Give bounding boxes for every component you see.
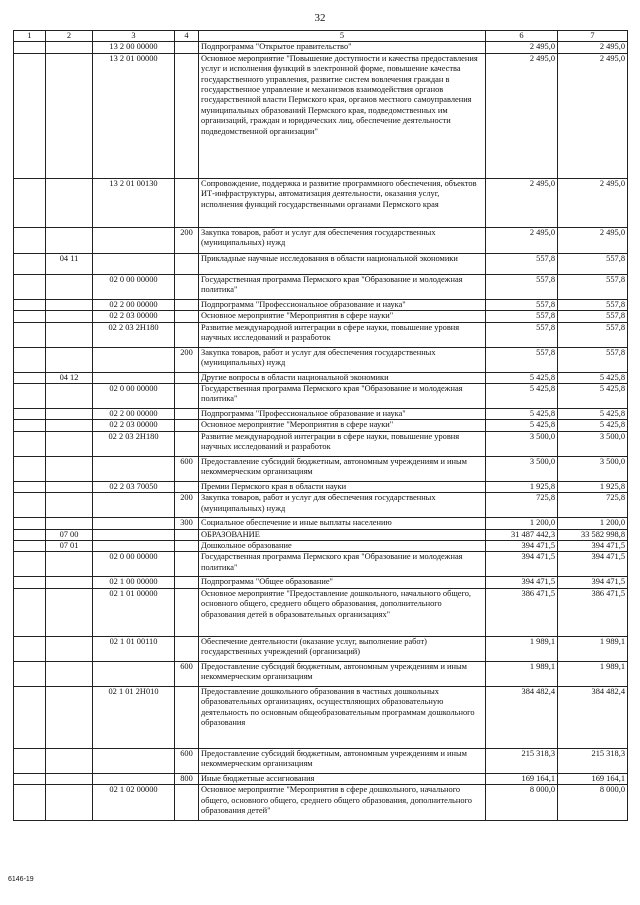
amount-2021-cell: 33 582 998,8 <box>558 529 628 540</box>
expense-type-cell: 200 <box>175 227 199 253</box>
subsection-cell <box>46 227 93 253</box>
subsection-cell <box>46 686 93 748</box>
target-article-cell: 02 2 03 70050 <box>93 481 175 492</box>
target-article-cell: 02 0 00 00000 <box>93 384 175 409</box>
expense-type-cell <box>175 481 199 492</box>
description-cell: Обеспечение деятельности (оказание услуг, выполнение работ) государственных учреждений (организаций) <box>199 636 486 661</box>
amount-2021-cell: 5 425,8 <box>558 420 628 431</box>
section-cell <box>14 636 46 661</box>
subsection-cell: 04 11 <box>46 253 93 274</box>
subsection-cell <box>46 785 93 821</box>
description-cell: Предоставление субсидий бюджетным, автономным учреждениям и иным некоммерческим организациям <box>199 456 486 481</box>
target-article-cell: 02 0 00 00000 <box>93 552 175 577</box>
amount-2021-cell: 1 200,0 <box>558 518 628 529</box>
table-row <box>14 785 628 821</box>
amount-2020-cell: 1 925,8 <box>486 481 558 492</box>
table-row <box>14 773 628 784</box>
table-row <box>14 518 628 529</box>
amount-2020-cell: 2 495,0 <box>486 53 558 178</box>
section-cell <box>14 227 46 253</box>
header-cell: 1 <box>14 31 46 42</box>
amount-2020-cell: 384 482,4 <box>486 686 558 748</box>
section-cell <box>14 384 46 409</box>
description-cell: Основное мероприятие "Мероприятия в сфере науки" <box>199 311 486 322</box>
amount-2020-cell: 386 471,5 <box>486 588 558 636</box>
target-article-cell <box>93 541 175 552</box>
section-cell <box>14 347 46 372</box>
amount-2020-cell: 5 425,8 <box>486 372 558 383</box>
amount-2021-cell: 557,8 <box>558 347 628 372</box>
description-cell: Прикладные научные исследования в области национальной экономики <box>199 253 486 274</box>
subsection-cell <box>46 384 93 409</box>
expense-type-cell <box>175 274 199 299</box>
target-article-cell: 02 0 00 00000 <box>93 274 175 299</box>
section-cell <box>14 541 46 552</box>
page-number: 32 <box>314 12 326 24</box>
table-row <box>14 636 628 661</box>
amount-2021-cell: 2 495,0 <box>558 227 628 253</box>
section-cell <box>14 299 46 310</box>
amount-2021-cell: 8 000,0 <box>558 785 628 821</box>
table-row <box>14 53 628 178</box>
target-article-cell <box>93 347 175 372</box>
expense-type-cell <box>175 636 199 661</box>
table-row <box>14 456 628 481</box>
table-header-row <box>14 31 628 42</box>
subsection-cell <box>46 42 93 53</box>
header-cell: 6 <box>486 31 558 42</box>
expense-type-cell: 600 <box>175 456 199 481</box>
expense-type-cell: 200 <box>175 493 199 518</box>
table-row <box>14 481 628 492</box>
expense-type-cell <box>175 529 199 540</box>
table-row <box>14 748 628 773</box>
description-cell: Развитие международной интеграции в сфере науки, повышение уровня научных исследований и разработок <box>199 431 486 456</box>
amount-2020-cell: 8 000,0 <box>486 785 558 821</box>
section-cell <box>14 372 46 383</box>
table-row <box>14 529 628 540</box>
description-cell: Развитие международной интеграции в сфере науки, повышение уровня научных исследований и разработок <box>199 322 486 347</box>
table-row <box>14 431 628 456</box>
amount-2021-cell: 557,8 <box>558 274 628 299</box>
target-article-cell: 13 2 00 00000 <box>93 42 175 53</box>
section-cell <box>14 785 46 821</box>
table-row <box>14 227 628 253</box>
expense-type-cell <box>175 577 199 588</box>
subsection-cell <box>46 518 93 529</box>
table-row <box>14 409 628 420</box>
amount-2021-cell: 2 495,0 <box>558 53 628 178</box>
target-article-cell: 02 1 00 00000 <box>93 577 175 588</box>
amount-2021-cell: 394 471,5 <box>558 552 628 577</box>
section-cell <box>14 577 46 588</box>
target-article-cell: 02 2 03 00000 <box>93 311 175 322</box>
amount-2021-cell: 1 989,1 <box>558 636 628 661</box>
expense-type-cell <box>175 785 199 821</box>
table-row <box>14 253 628 274</box>
target-article-cell <box>93 456 175 481</box>
target-article-cell: 02 2 03 2Н180 <box>93 431 175 456</box>
amount-2021-cell: 5 425,8 <box>558 372 628 383</box>
table-row <box>14 299 628 310</box>
expense-type-cell <box>175 541 199 552</box>
target-article-cell: 02 2 03 00000 <box>93 420 175 431</box>
amount-2020-cell: 394 471,5 <box>486 552 558 577</box>
table-row <box>14 178 628 227</box>
budget-table <box>13 30 628 821</box>
target-article-cell <box>93 661 175 686</box>
description-cell: Подпрограмма "Общее образование" <box>199 577 486 588</box>
subsection-cell: 07 00 <box>46 529 93 540</box>
description-cell: Подпрограмма "Открытое правительство" <box>199 42 486 53</box>
amount-2020-cell: 5 425,8 <box>486 409 558 420</box>
subsection-cell: 07 01 <box>46 541 93 552</box>
target-article-cell: 02 2 00 00000 <box>93 299 175 310</box>
expense-type-cell <box>175 53 199 178</box>
header-cell: 7 <box>558 31 628 42</box>
amount-2020-cell: 557,8 <box>486 253 558 274</box>
amount-2021-cell: 1 925,8 <box>558 481 628 492</box>
description-cell: Дошкольное образование <box>199 541 486 552</box>
amount-2020-cell: 2 495,0 <box>486 227 558 253</box>
subsection-cell <box>46 552 93 577</box>
target-article-cell <box>93 227 175 253</box>
amount-2021-cell: 384 482,4 <box>558 686 628 748</box>
table-row <box>14 661 628 686</box>
table-row <box>14 384 628 409</box>
subsection-cell <box>46 347 93 372</box>
subsection-cell: 04 12 <box>46 372 93 383</box>
amount-2020-cell: 557,8 <box>486 299 558 310</box>
expense-type-cell <box>175 552 199 577</box>
section-cell <box>14 661 46 686</box>
target-article-cell: 13 2 01 00130 <box>93 178 175 227</box>
header-cell: 5 <box>199 31 486 42</box>
section-cell <box>14 686 46 748</box>
description-cell: Государственная программа Пермского края "Образование и молодежная политика" <box>199 384 486 409</box>
subsection-cell <box>46 493 93 518</box>
subsection-cell <box>46 456 93 481</box>
amount-2020-cell: 5 425,8 <box>486 384 558 409</box>
amount-2021-cell: 2 495,0 <box>558 42 628 53</box>
table-row <box>14 372 628 383</box>
subsection-cell <box>46 588 93 636</box>
table-row <box>14 311 628 322</box>
target-article-cell <box>93 529 175 540</box>
amount-2020-cell: 394 471,5 <box>486 541 558 552</box>
subsection-cell <box>46 311 93 322</box>
expense-type-cell: 800 <box>175 773 199 784</box>
table-row <box>14 347 628 372</box>
amount-2021-cell: 5 425,8 <box>558 384 628 409</box>
subsection-cell <box>46 748 93 773</box>
amount-2021-cell: 557,8 <box>558 322 628 347</box>
target-article-cell: 02 2 03 2Н180 <box>93 322 175 347</box>
subsection-cell <box>46 178 93 227</box>
description-cell: Другие вопросы в области национальной экономики <box>199 372 486 383</box>
table-row <box>14 541 628 552</box>
amount-2021-cell: 394 471,5 <box>558 577 628 588</box>
subsection-cell <box>46 577 93 588</box>
header-cell: 4 <box>175 31 199 42</box>
description-cell: Закупка товаров, работ и услуг для обеспечения государственных (муниципальных) нужд <box>199 347 486 372</box>
table-row <box>14 577 628 588</box>
section-cell <box>14 773 46 784</box>
table-row <box>14 274 628 299</box>
table-row <box>14 322 628 347</box>
amount-2020-cell: 1 200,0 <box>486 518 558 529</box>
expense-type-cell: 600 <box>175 748 199 773</box>
header-cell: 3 <box>93 31 175 42</box>
expense-type-cell <box>175 588 199 636</box>
target-article-cell: 02 2 00 00000 <box>93 409 175 420</box>
amount-2020-cell: 557,8 <box>486 347 558 372</box>
expense-type-cell <box>175 409 199 420</box>
header-cell: 2 <box>46 31 93 42</box>
subsection-cell <box>46 274 93 299</box>
section-cell <box>14 322 46 347</box>
amount-2020-cell: 169 164,1 <box>486 773 558 784</box>
section-cell <box>14 53 46 178</box>
table-row <box>14 686 628 748</box>
section-cell <box>14 420 46 431</box>
expense-type-cell <box>175 372 199 383</box>
section-cell <box>14 253 46 274</box>
section-cell <box>14 456 46 481</box>
expense-type-cell <box>175 322 199 347</box>
target-article-cell: 02 1 01 00000 <box>93 588 175 636</box>
table-row <box>14 588 628 636</box>
expense-type-cell: 200 <box>175 347 199 372</box>
expense-type-cell <box>175 299 199 310</box>
description-cell: Предоставление дошкольного образования в частных дошкольных образовательных организациях, осуществляющих образовательную деятельность по основным общеобразовательным программам дошкольного образования <box>199 686 486 748</box>
amount-2020-cell: 557,8 <box>486 322 558 347</box>
amount-2020-cell: 394 471,5 <box>486 577 558 588</box>
amount-2020-cell: 2 495,0 <box>486 178 558 227</box>
section-cell <box>14 529 46 540</box>
description-cell: ОБРАЗОВАНИЕ <box>199 529 486 540</box>
table-row <box>14 420 628 431</box>
expense-type-cell <box>175 420 199 431</box>
target-article-cell: 02 1 02 00000 <box>93 785 175 821</box>
amount-2021-cell: 169 164,1 <box>558 773 628 784</box>
amount-2020-cell: 725,8 <box>486 493 558 518</box>
expense-type-cell <box>175 42 199 53</box>
description-cell: Подпрограмма "Профессиональное образование и наука" <box>199 299 486 310</box>
amount-2020-cell: 3 500,0 <box>486 431 558 456</box>
section-cell <box>14 748 46 773</box>
section-cell <box>14 588 46 636</box>
target-article-cell: 02 1 01 00110 <box>93 636 175 661</box>
description-cell: Социальное обеспечение и иные выплаты населению <box>199 518 486 529</box>
description-cell: Премии Пермского края в области науки <box>199 481 486 492</box>
amount-2020-cell: 1 989,1 <box>486 661 558 686</box>
subsection-cell <box>46 53 93 178</box>
amount-2020-cell: 215 318,3 <box>486 748 558 773</box>
amount-2021-cell: 215 318,3 <box>558 748 628 773</box>
amount-2021-cell: 2 495,0 <box>558 178 628 227</box>
section-cell <box>14 274 46 299</box>
description-cell: Иные бюджетные ассигнования <box>199 773 486 784</box>
description-cell: Закупка товаров, работ и услуг для обеспечения государственных (муниципальных) нужд <box>199 227 486 253</box>
amount-2021-cell: 3 500,0 <box>558 456 628 481</box>
target-article-cell <box>93 748 175 773</box>
description-cell: Основное мероприятие "Предоставление дошкольного, начального общего, основного общего, среднего общего образования, дополнительного образования детей в образовательных организациях" <box>199 588 486 636</box>
expense-type-cell: 600 <box>175 661 199 686</box>
description-cell: Предоставление субсидий бюджетным, автономным учреждениям и иным некоммерческим организациям <box>199 748 486 773</box>
expense-type-cell <box>175 311 199 322</box>
section-cell <box>14 518 46 529</box>
amount-2021-cell: 394 471,5 <box>558 541 628 552</box>
target-article-cell <box>93 493 175 518</box>
target-article-cell <box>93 518 175 529</box>
amount-2021-cell: 557,8 <box>558 311 628 322</box>
description-cell: Основное мероприятие "Мероприятия в сфере дошкольного, начального общего, основного общего, среднего общего образования, дополнительного образования детей" <box>199 785 486 821</box>
subsection-cell <box>46 481 93 492</box>
amount-2020-cell: 31 487 442,3 <box>486 529 558 540</box>
description-cell: Подпрограмма "Профессиональное образование и наука" <box>199 409 486 420</box>
target-article-cell <box>93 372 175 383</box>
amount-2020-cell: 3 500,0 <box>486 456 558 481</box>
footer-code: 6146-19 <box>8 876 34 883</box>
expense-type-cell <box>175 384 199 409</box>
section-cell <box>14 552 46 577</box>
amount-2021-cell: 1 989,1 <box>558 661 628 686</box>
expense-type-cell: 300 <box>175 518 199 529</box>
section-cell <box>14 409 46 420</box>
description-cell: Сопровождение, поддержка и развитие программного обеспечения, объектов ИТ-инфраструктуры, автоматизация деятельности, оказания услуг, исполнения функций государственными органами Пермского края <box>199 178 486 227</box>
expense-type-cell <box>175 253 199 274</box>
table-row <box>14 552 628 577</box>
amount-2021-cell: 386 471,5 <box>558 588 628 636</box>
subsection-cell <box>46 322 93 347</box>
subsection-cell <box>46 773 93 784</box>
target-article-cell: 13 2 01 00000 <box>93 53 175 178</box>
amount-2020-cell: 1 989,1 <box>486 636 558 661</box>
description-cell: Государственная программа Пермского края "Образование и молодежная политика" <box>199 552 486 577</box>
description-cell: Основное мероприятие "Мероприятия в сфере науки" <box>199 420 486 431</box>
expense-type-cell <box>175 431 199 456</box>
section-cell <box>14 481 46 492</box>
table-row <box>14 493 628 518</box>
expense-type-cell <box>175 178 199 227</box>
amount-2020-cell: 5 425,8 <box>486 420 558 431</box>
subsection-cell <box>46 636 93 661</box>
description-cell: Предоставление субсидий бюджетным, автономным учреждениям и иным некоммерческим организациям <box>199 661 486 686</box>
section-cell <box>14 431 46 456</box>
subsection-cell <box>46 661 93 686</box>
amount-2020-cell: 2 495,0 <box>486 42 558 53</box>
expense-type-cell <box>175 686 199 748</box>
table-row <box>14 42 628 53</box>
subsection-cell <box>46 420 93 431</box>
target-article-cell: 02 1 01 2Н010 <box>93 686 175 748</box>
description-cell: Основное мероприятие "Повышение доступности и качества предоставления услуг и исполнения функций в электронной форме, повышение качества государственного управления, развитие систем вовлечения граждан в государственное управление и механизмов взаимодействия органов государственной власти Пермского края, органов местного самоуправления муниципальных образований Пермского края, подведомственных им организаций, граждан и юридических лиц, обеспечение деятельности подведомственной организации" <box>199 53 486 178</box>
amount-2020-cell: 557,8 <box>486 274 558 299</box>
section-cell <box>14 178 46 227</box>
description-cell: Государственная программа Пермского края "Образование и молодежная политика" <box>199 274 486 299</box>
amount-2021-cell: 557,8 <box>558 299 628 310</box>
section-cell <box>14 311 46 322</box>
amount-2021-cell: 5 425,8 <box>558 409 628 420</box>
subsection-cell <box>46 299 93 310</box>
amount-2021-cell: 725,8 <box>558 493 628 518</box>
section-cell <box>14 42 46 53</box>
target-article-cell <box>93 773 175 784</box>
description-cell: Закупка товаров, работ и услуг для обеспечения государственных (муниципальных) нужд <box>199 493 486 518</box>
amount-2020-cell: 557,8 <box>486 311 558 322</box>
subsection-cell <box>46 409 93 420</box>
amount-2021-cell: 557,8 <box>558 253 628 274</box>
target-article-cell <box>93 253 175 274</box>
section-cell <box>14 493 46 518</box>
amount-2021-cell: 3 500,0 <box>558 431 628 456</box>
subsection-cell <box>46 431 93 456</box>
